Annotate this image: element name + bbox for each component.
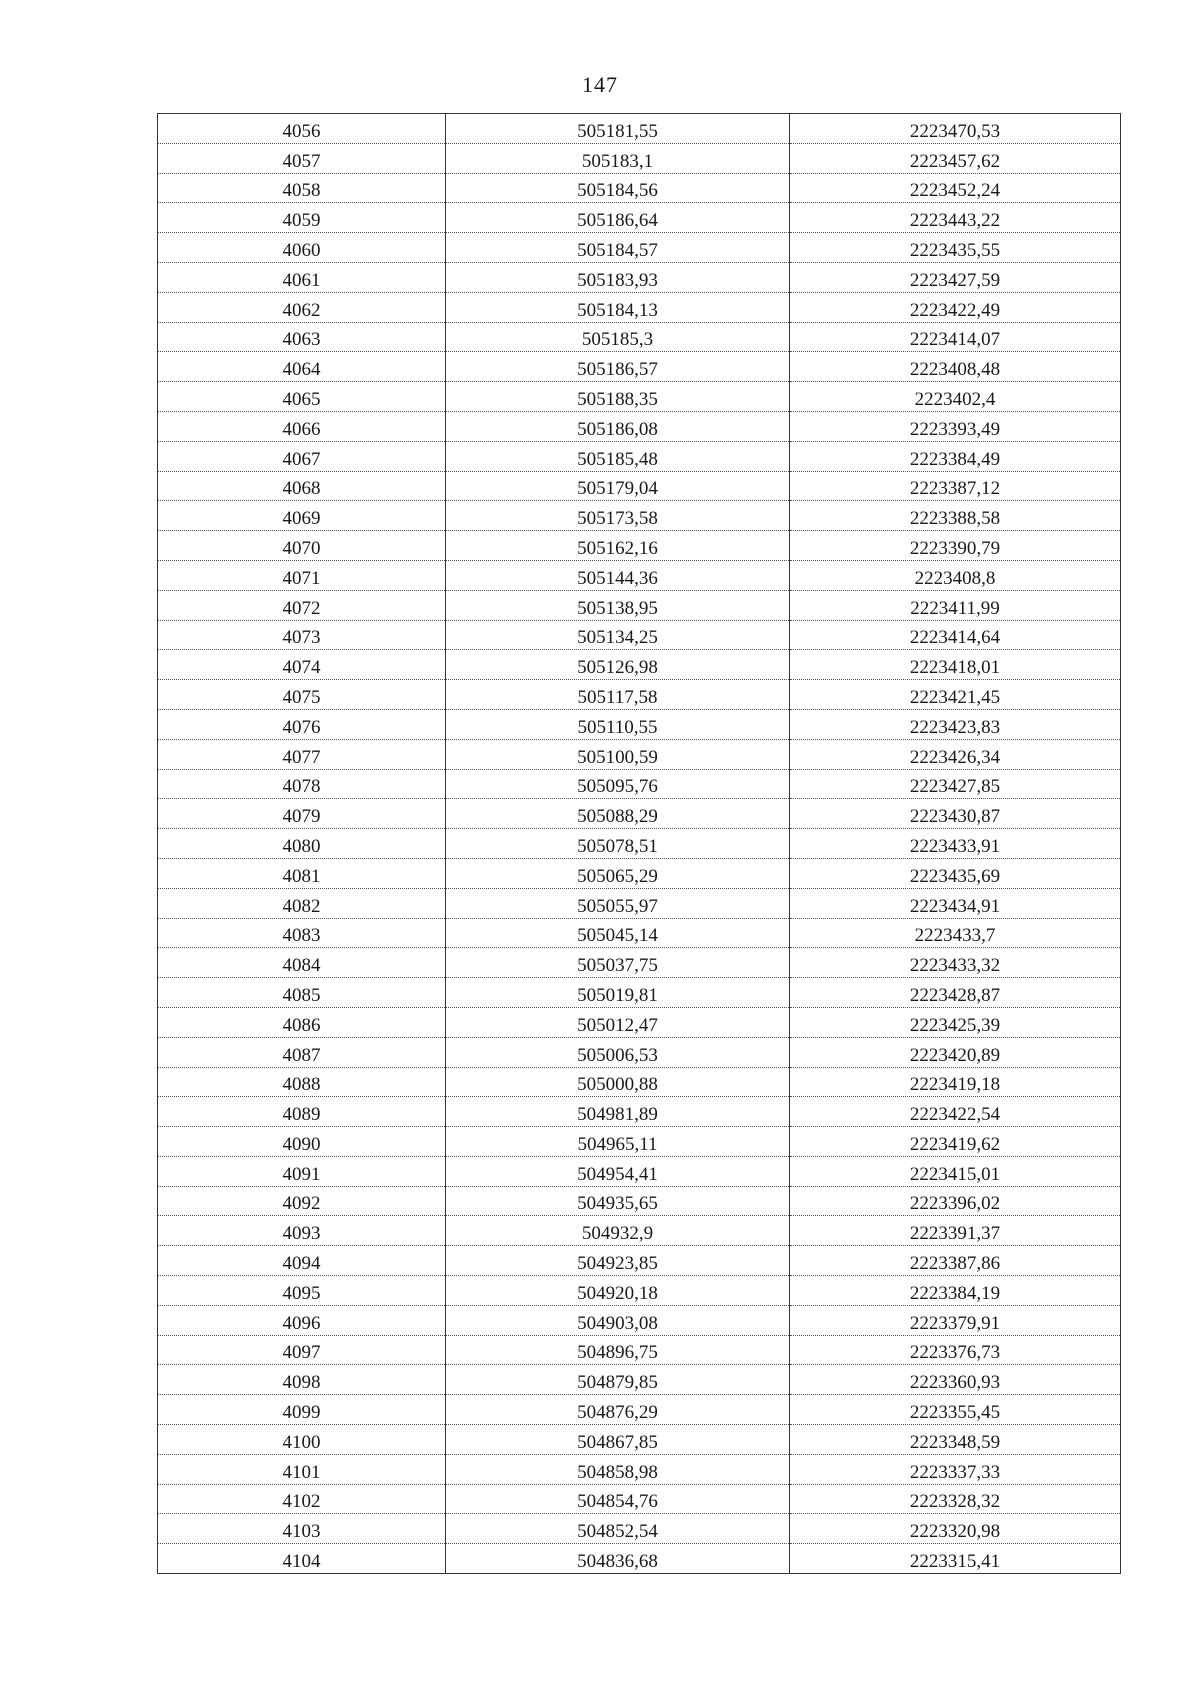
x-coordinate-cell: 505162,16 [446, 531, 790, 561]
y-coordinate-cell: 2223452,24 [790, 173, 1121, 203]
point-number-cell: 4083 [158, 918, 446, 948]
table-row [158, 560, 1121, 590]
x-coordinate-cell: 505134,25 [446, 620, 790, 650]
point-number-cell: 4072 [158, 590, 446, 620]
table-row [158, 1156, 1121, 1186]
table-row [158, 590, 1121, 620]
x-coordinate-cell: 505186,08 [446, 411, 790, 441]
x-coordinate-cell: 504852,54 [446, 1514, 790, 1544]
y-coordinate-cell: 2223348,59 [790, 1425, 1121, 1455]
x-coordinate-cell: 504932,9 [446, 1216, 790, 1246]
x-coordinate-cell: 505183,1 [446, 143, 790, 173]
table-row [158, 1097, 1121, 1127]
y-coordinate-cell: 2223360,93 [790, 1365, 1121, 1395]
point-number-cell: 4064 [158, 352, 446, 382]
table-row [158, 1395, 1121, 1425]
point-number-cell: 4074 [158, 650, 446, 680]
table-row [158, 233, 1121, 263]
table-row [158, 143, 1121, 173]
y-coordinate-cell: 2223430,87 [790, 799, 1121, 829]
point-number-cell: 4098 [158, 1365, 446, 1395]
point-number-cell: 4080 [158, 829, 446, 859]
table-row [158, 1514, 1121, 1544]
y-coordinate-cell: 2223414,07 [790, 322, 1121, 352]
point-number-cell: 4056 [158, 114, 446, 144]
point-number-cell: 4100 [158, 1425, 446, 1455]
table-row [158, 1007, 1121, 1037]
table-row [158, 1186, 1121, 1216]
point-number-cell: 4087 [158, 1037, 446, 1067]
table-row [158, 739, 1121, 769]
y-coordinate-cell: 2223419,18 [790, 1067, 1121, 1097]
table-row [158, 978, 1121, 1008]
x-coordinate-cell: 505045,14 [446, 918, 790, 948]
table-row [158, 1544, 1121, 1574]
x-coordinate-cell: 505184,57 [446, 233, 790, 263]
x-coordinate-cell: 505179,04 [446, 471, 790, 501]
point-number-cell: 4094 [158, 1246, 446, 1276]
y-coordinate-cell: 2223393,49 [790, 411, 1121, 441]
point-number-cell: 4091 [158, 1156, 446, 1186]
x-coordinate-cell: 505055,97 [446, 888, 790, 918]
table-row [158, 829, 1121, 859]
y-coordinate-cell: 2223411,99 [790, 590, 1121, 620]
y-coordinate-cell: 2223388,58 [790, 501, 1121, 531]
y-coordinate-cell: 2223315,41 [790, 1544, 1121, 1574]
y-coordinate-cell: 2223425,39 [790, 1007, 1121, 1037]
y-coordinate-cell: 2223387,86 [790, 1246, 1121, 1276]
x-coordinate-cell: 504954,41 [446, 1156, 790, 1186]
point-number-cell: 4059 [158, 203, 446, 233]
table-row [158, 709, 1121, 739]
x-coordinate-cell: 505126,98 [446, 650, 790, 680]
x-coordinate-cell: 505186,57 [446, 352, 790, 382]
coordinates-table-body [158, 114, 1121, 1574]
y-coordinate-cell: 2223408,8 [790, 560, 1121, 590]
table-row [158, 203, 1121, 233]
x-coordinate-cell: 504867,85 [446, 1425, 790, 1455]
y-coordinate-cell: 2223328,32 [790, 1484, 1121, 1514]
x-coordinate-cell: 505181,55 [446, 114, 790, 144]
table-row [158, 650, 1121, 680]
point-number-cell: 4086 [158, 1007, 446, 1037]
point-number-cell: 4103 [158, 1514, 446, 1544]
x-coordinate-cell: 505100,59 [446, 739, 790, 769]
x-coordinate-cell: 505012,47 [446, 1007, 790, 1037]
x-coordinate-cell: 504854,76 [446, 1484, 790, 1514]
point-number-cell: 4071 [158, 560, 446, 590]
y-coordinate-cell: 2223402,4 [790, 382, 1121, 412]
x-coordinate-cell: 505065,29 [446, 858, 790, 888]
table-row [158, 858, 1121, 888]
table-row [158, 680, 1121, 710]
y-coordinate-cell: 2223470,53 [790, 114, 1121, 144]
x-coordinate-cell: 504965,11 [446, 1127, 790, 1157]
point-number-cell: 4057 [158, 143, 446, 173]
point-number-cell: 4092 [158, 1186, 446, 1216]
x-coordinate-cell: 504923,85 [446, 1246, 790, 1276]
point-number-cell: 4096 [158, 1305, 446, 1335]
point-number-cell: 4081 [158, 858, 446, 888]
x-coordinate-cell: 504920,18 [446, 1276, 790, 1306]
y-coordinate-cell: 2223376,73 [790, 1335, 1121, 1365]
y-coordinate-cell: 2223408,48 [790, 352, 1121, 382]
point-number-cell: 4070 [158, 531, 446, 561]
point-number-cell: 4068 [158, 471, 446, 501]
table-row [158, 501, 1121, 531]
table-row [158, 471, 1121, 501]
table-row [158, 1276, 1121, 1306]
y-coordinate-cell: 2223390,79 [790, 531, 1121, 561]
y-coordinate-cell: 2223355,45 [790, 1395, 1121, 1425]
point-number-cell: 4084 [158, 948, 446, 978]
x-coordinate-cell: 504879,85 [446, 1365, 790, 1395]
x-coordinate-cell: 505144,36 [446, 560, 790, 590]
point-number-cell: 4078 [158, 769, 446, 799]
point-number-cell: 4062 [158, 292, 446, 322]
x-coordinate-cell: 505185,48 [446, 441, 790, 471]
point-number-cell: 4088 [158, 1067, 446, 1097]
x-coordinate-cell: 504935,65 [446, 1186, 790, 1216]
y-coordinate-cell: 2223414,64 [790, 620, 1121, 650]
y-coordinate-cell: 2223434,91 [790, 888, 1121, 918]
y-coordinate-cell: 2223384,49 [790, 441, 1121, 471]
x-coordinate-cell: 504858,98 [446, 1454, 790, 1484]
x-coordinate-cell: 505186,64 [446, 203, 790, 233]
y-coordinate-cell: 2223433,7 [790, 918, 1121, 948]
table-row [158, 382, 1121, 412]
table-row [158, 799, 1121, 829]
y-coordinate-cell: 2223320,98 [790, 1514, 1121, 1544]
point-number-cell: 4060 [158, 233, 446, 263]
page-number: 147 [582, 72, 618, 97]
point-number-cell: 4089 [158, 1097, 446, 1127]
x-coordinate-cell: 505117,58 [446, 680, 790, 710]
point-number-cell: 4077 [158, 739, 446, 769]
x-coordinate-cell: 505006,53 [446, 1037, 790, 1067]
y-coordinate-cell: 2223391,37 [790, 1216, 1121, 1246]
point-number-cell: 4075 [158, 680, 446, 710]
y-coordinate-cell: 2223423,83 [790, 709, 1121, 739]
point-number-cell: 4104 [158, 1544, 446, 1574]
x-coordinate-cell: 505184,56 [446, 173, 790, 203]
point-number-cell: 4085 [158, 978, 446, 1008]
point-number-cell: 4058 [158, 173, 446, 203]
table-row [158, 948, 1121, 978]
y-coordinate-cell: 2223422,49 [790, 292, 1121, 322]
table-row [158, 1365, 1121, 1395]
y-coordinate-cell: 2223435,69 [790, 858, 1121, 888]
y-coordinate-cell: 2223415,01 [790, 1156, 1121, 1186]
point-number-cell: 4079 [158, 799, 446, 829]
y-coordinate-cell: 2223427,59 [790, 262, 1121, 292]
x-coordinate-cell: 505088,29 [446, 799, 790, 829]
x-coordinate-cell: 505037,75 [446, 948, 790, 978]
x-coordinate-cell: 505138,95 [446, 590, 790, 620]
table-row [158, 322, 1121, 352]
x-coordinate-cell: 505188,35 [446, 382, 790, 412]
y-coordinate-cell: 2223426,34 [790, 739, 1121, 769]
x-coordinate-cell: 504876,29 [446, 1395, 790, 1425]
table-row [158, 531, 1121, 561]
table-row [158, 769, 1121, 799]
point-number-cell: 4093 [158, 1216, 446, 1246]
table-row [158, 262, 1121, 292]
y-coordinate-cell: 2223443,22 [790, 203, 1121, 233]
y-coordinate-cell: 2223433,32 [790, 948, 1121, 978]
y-coordinate-cell: 2223457,62 [790, 143, 1121, 173]
x-coordinate-cell: 505078,51 [446, 829, 790, 859]
table-row [158, 411, 1121, 441]
x-coordinate-cell: 505019,81 [446, 978, 790, 1008]
point-number-cell: 4101 [158, 1454, 446, 1484]
y-coordinate-cell: 2223433,91 [790, 829, 1121, 859]
y-coordinate-cell: 2223379,91 [790, 1305, 1121, 1335]
y-coordinate-cell: 2223427,85 [790, 769, 1121, 799]
point-number-cell: 4066 [158, 411, 446, 441]
table-row [158, 1067, 1121, 1097]
x-coordinate-cell: 504896,75 [446, 1335, 790, 1365]
table-row [158, 1454, 1121, 1484]
y-coordinate-cell: 2223422,54 [790, 1097, 1121, 1127]
table-row [158, 1425, 1121, 1455]
coordinates-table [157, 113, 1121, 1574]
x-coordinate-cell: 505110,55 [446, 709, 790, 739]
x-coordinate-cell: 505184,13 [446, 292, 790, 322]
table-row [158, 918, 1121, 948]
table-row [158, 1335, 1121, 1365]
table-row [158, 1246, 1121, 1276]
table-row [158, 1216, 1121, 1246]
y-coordinate-cell: 2223418,01 [790, 650, 1121, 680]
table-row [158, 1484, 1121, 1514]
y-coordinate-cell: 2223384,19 [790, 1276, 1121, 1306]
x-coordinate-cell: 504981,89 [446, 1097, 790, 1127]
y-coordinate-cell: 2223396,02 [790, 1186, 1121, 1216]
point-number-cell: 4102 [158, 1484, 446, 1514]
point-number-cell: 4067 [158, 441, 446, 471]
point-number-cell: 4076 [158, 709, 446, 739]
y-coordinate-cell: 2223419,62 [790, 1127, 1121, 1157]
table-row [158, 114, 1121, 144]
x-coordinate-cell: 505185,3 [446, 322, 790, 352]
y-coordinate-cell: 2223387,12 [790, 471, 1121, 501]
x-coordinate-cell: 505095,76 [446, 769, 790, 799]
y-coordinate-cell: 2223337,33 [790, 1454, 1121, 1484]
point-number-cell: 4063 [158, 322, 446, 352]
x-coordinate-cell: 504836,68 [446, 1544, 790, 1574]
table-row [158, 441, 1121, 471]
table-row [158, 1037, 1121, 1067]
point-number-cell: 4097 [158, 1335, 446, 1365]
table-row [158, 620, 1121, 650]
table-row [158, 173, 1121, 203]
x-coordinate-cell: 504903,08 [446, 1305, 790, 1335]
point-number-cell: 4065 [158, 382, 446, 412]
table-row [158, 352, 1121, 382]
table-row [158, 292, 1121, 322]
x-coordinate-cell: 505000,88 [446, 1067, 790, 1097]
point-number-cell: 4073 [158, 620, 446, 650]
point-number-cell: 4090 [158, 1127, 446, 1157]
table-row [158, 1127, 1121, 1157]
point-number-cell: 4099 [158, 1395, 446, 1425]
x-coordinate-cell: 505173,58 [446, 501, 790, 531]
y-coordinate-cell: 2223421,45 [790, 680, 1121, 710]
y-coordinate-cell: 2223420,89 [790, 1037, 1121, 1067]
point-number-cell: 4082 [158, 888, 446, 918]
point-number-cell: 4061 [158, 262, 446, 292]
x-coordinate-cell: 505183,93 [446, 262, 790, 292]
y-coordinate-cell: 2223435,55 [790, 233, 1121, 263]
table-row [158, 1305, 1121, 1335]
y-coordinate-cell: 2223428,87 [790, 978, 1121, 1008]
point-number-cell: 4095 [158, 1276, 446, 1306]
point-number-cell: 4069 [158, 501, 446, 531]
table-row [158, 888, 1121, 918]
